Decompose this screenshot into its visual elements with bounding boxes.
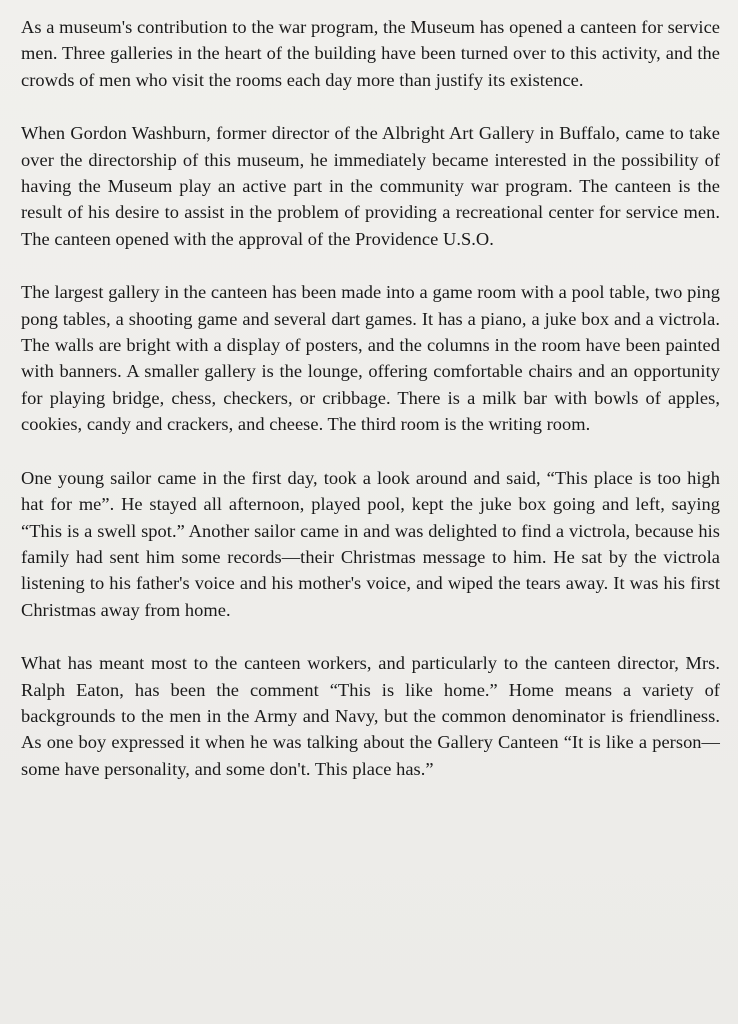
paragraph-like-home: What has meant most to the canteen workers, and particularly to the canteen director, Mrs. Ralph Eaton, has been the comment “This is like home.” Home means a variety of backgrounds to the men in the Army and Navy, but the common denominator is friendliness. As one boy expressed it when he was talking about the Gallery Canteen “It is like a person—some have personality, and some don't. This place has.” bbox=[21, 653, 720, 779]
paragraph-gordon-washburn: When Gordon Washburn, former director of the Albright Art Gallery in Buffalo, came to take over the directorship of this museum, he immediately became interested in the possibility of having the Museum play an active part in the community war program. The canteen is the result of his desire to assist in the problem of providing a recreational center for service men. The canteen opened with the approval of the Providence U.S.O. bbox=[21, 123, 720, 249]
paragraph-game-room: The largest gallery in the canteen has been made into a game room with a pool table, two ping pong tables, a shooting game and several dart games. It has a piano, a juke box and a victrola. The walls are bright with a display of posters, and the columns in the room have been painted with banners. A smaller gallery is the lounge, offering comfortable chairs and an opportunity for playing bridge, chess, checkers, or cribbage. There is a milk bar with bowls of apples, cookies, candy and crackers, and cheese. The third room is the writing room. bbox=[21, 282, 720, 435]
paragraph-young-sailor: One young sailor came in the first day, took a look around and said, “This place is too high hat for me”. He stayed all afternoon, played pool, kept the juke box going and left, saying “This is a swell spot.” Another sailor came in and was delighted to find a victrola, because his family had sent him some records—their Christmas message to him. He sat by the victrola listening to his father's voice and his mother's voice, and wiped the tears away. It was his first Christmas away from home. bbox=[21, 467, 720, 620]
paragraph-museum-contribution: As a museum's contribution to the war program, the Museum has opened a canteen for service men. Three galleries in the heart of the building have been turned over to this activity, and the crowds of men who visit the rooms each day more than justify its existence. bbox=[21, 17, 720, 90]
